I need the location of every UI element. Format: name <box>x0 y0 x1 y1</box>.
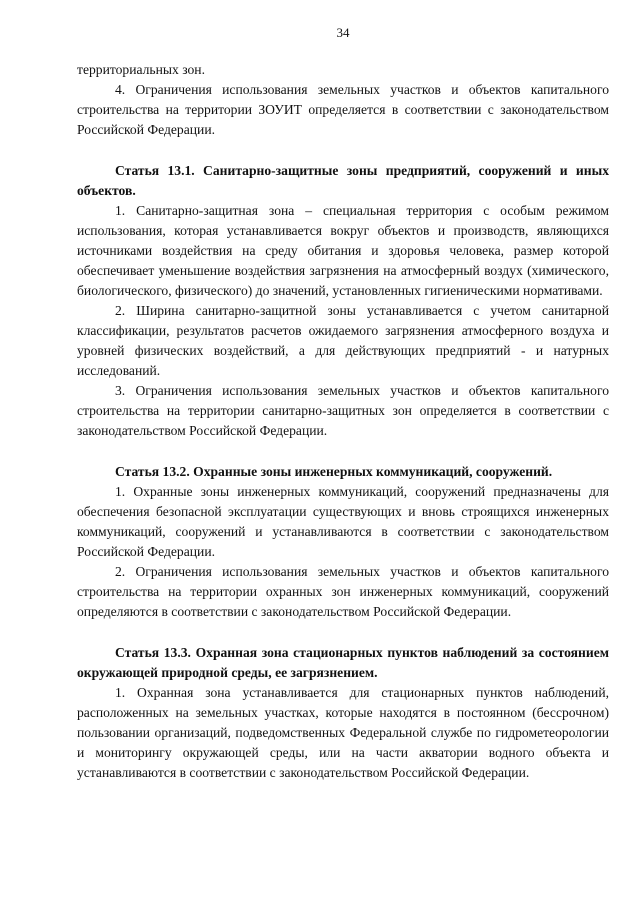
article-13-2-paragraph-1: 1. Охранные зоны инженерных коммуникаций, сооружений предназначены для обеспечения безопасной эксплуатации существующих и вновь строящихся инженерных коммуникаций, сооружений и устанавливаются в соответствии с законодательством Российской Федерации. <box>77 484 609 559</box>
article-13-3-heading: Статья 13.3. Охранная зона стационарных пунктов наблюдений за состоянием окружающей природной среды, ее загрязнением. <box>77 645 609 680</box>
continuation-text: территориальных зон. <box>77 62 205 77</box>
article-13-2-paragraph-2: 2. Ограничения использования земельных участков и объектов капитального строительства на территории охранных зон инженерных коммуникаций, сооружений определяются в соответствии с законодательством Российской Федерации. <box>77 564 609 619</box>
article-13-1-paragraph-1: 1. Санитарно-защитная зона – специальная территория с особым режимом использования, которая устанавливается вокруг объектов и производств, являющихся источниками воздействия на среду обитания и здоровья человека, размер которой обеспечивает уменьшение воздействия загрязнения на атмосферный воздух (химического, биологического, физического) до значений, установленных гигиеническими нормативами. <box>77 203 609 298</box>
section-gap <box>77 622 609 643</box>
article-13-1-paragraph-3: 3. Ограничения использования земельных участков и объектов капитального строительства на территории санитарно-защитных зон определяется в соответствии с законодательством Российской Федерации. <box>77 383 609 438</box>
section-gap <box>77 140 609 161</box>
article-13-1-heading: Статья 13.1. Санитарно-защитные зоны предприятий, сооружений и иных объектов. <box>77 163 609 198</box>
article-13-3-paragraph-1: 1. Охранная зона устанавливается для стационарных пунктов наблюдений, расположенных на земельных участках, которые находятся в постоянном (бессрочном) пользовании организаций, подведомственных Федеральной службе по гидрометеорологии и мониторингу окружающей среды, или на части акватории водного объекта и устанавливаются в соответствии с законодательством Российской Федерации. <box>77 685 609 780</box>
page-content <box>77 60 609 783</box>
article-13-2-heading: Статья 13.2. Охранные зоны инженерных коммуникаций, сооружений. <box>115 464 553 479</box>
paragraph-item-4: 4. Ограничения использования земельных участков и объектов капитального строительства на территории ЗОУИТ определяется в соответствии с законодательством Российской Федерации. <box>77 82 609 137</box>
article-13-1-paragraph-2: 2. Ширина санитарно-защитной зоны устанавливается с учетом санитарной классификации, результатов расчетов ожидаемого загрязнения атмосферного воздуха и уровней физических воздействий, а для действующих предприятий - и натурных исследований. <box>77 303 609 378</box>
section-gap <box>77 441 609 462</box>
page-number: 34 <box>336 25 350 40</box>
